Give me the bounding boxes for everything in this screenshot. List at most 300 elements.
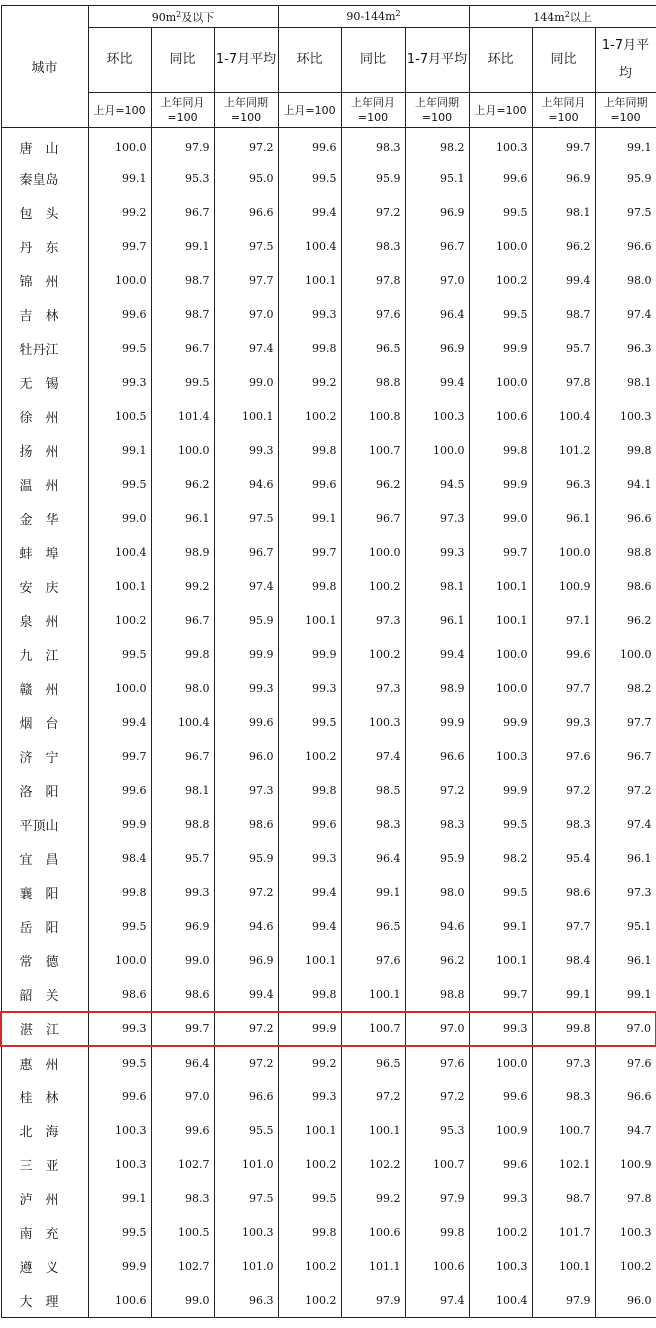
index-value: 99.7 [88,740,151,774]
metric-header: 同比 [151,28,214,93]
index-value: 101.1 [341,1250,405,1284]
index-value: 100.1 [532,1250,595,1284]
city-name: 三 亚 [1,1148,88,1182]
index-value: 99.4 [88,706,151,740]
index-value: 99.7 [469,978,532,1012]
index-value: 97.6 [341,944,405,978]
city-name: 金 华 [1,502,88,536]
city-name: 洛 阳 [1,774,88,808]
index-value: 99.4 [532,264,595,298]
index-value: 102.1 [532,1148,595,1182]
index-value: 96.6 [405,740,469,774]
city-name: 常 德 [1,944,88,978]
index-value: 99.8 [469,434,532,468]
index-value: 100.0 [469,366,532,400]
index-value: 99.2 [88,196,151,230]
index-value: 99.1 [532,978,595,1012]
index-value: 100.3 [88,1148,151,1182]
index-value: 99.6 [532,638,595,672]
metric-header: 1-7月平均 [405,28,469,93]
index-value: 98.3 [341,230,405,264]
index-value: 99.1 [88,162,151,196]
index-value: 99.6 [88,298,151,332]
city-name: 包 头 [1,196,88,230]
index-value: 101.2 [532,434,595,468]
index-value: 99.3 [278,842,341,876]
table-row [1,298,656,332]
index-value: 98.3 [151,1182,214,1216]
index-value: 94.5 [405,468,469,502]
index-value: 99.5 [278,1182,341,1216]
index-value: 100.7 [341,434,405,468]
metric-header: 同比 [341,28,405,93]
table-row [1,1148,656,1182]
index-value: 95.1 [595,910,656,944]
table-row [1,162,656,196]
index-value: 96.9 [405,196,469,230]
index-value: 95.7 [532,332,595,366]
index-value: 99.5 [88,910,151,944]
index-value: 100.2 [595,1250,656,1284]
index-value: 100.1 [341,978,405,1012]
table-row [1,468,656,502]
index-value: 97.9 [405,1182,469,1216]
index-value: 98.1 [405,570,469,604]
index-value: 100.7 [341,1012,405,1046]
city-name: 烟 台 [1,706,88,740]
index-value: 96.7 [214,536,278,570]
index-value: 97.8 [341,264,405,298]
index-value: 99.9 [278,1012,341,1046]
index-value: 99.6 [88,1080,151,1114]
city-name: 大 理 [1,1284,88,1318]
index-value: 97.1 [532,604,595,638]
base-header: 上年同期=100 [595,93,656,128]
index-value: 99.1 [88,434,151,468]
index-value: 99.9 [88,1250,151,1284]
index-value: 98.3 [341,808,405,842]
base-header: 上年同月=100 [532,93,595,128]
index-value: 96.4 [151,1046,214,1080]
index-value: 97.7 [595,706,656,740]
table-row [1,1182,656,1216]
city-name: 唐 山 [1,128,88,162]
index-value: 96.5 [341,332,405,366]
index-value: 95.7 [151,842,214,876]
table-row [1,264,656,298]
index-value: 98.3 [532,1080,595,1114]
index-value: 100.2 [341,638,405,672]
index-value: 97.3 [341,672,405,706]
index-value: 99.9 [405,706,469,740]
index-value: 99.7 [88,230,151,264]
index-value: 95.3 [405,1114,469,1148]
index-value: 96.2 [595,604,656,638]
index-value: 100.1 [214,400,278,434]
index-value: 97.3 [341,604,405,638]
index-value: 94.1 [595,468,656,502]
index-value: 97.2 [214,1012,278,1046]
table-row [1,978,656,1012]
index-value: 99.9 [469,774,532,808]
index-value: 99.8 [278,332,341,366]
index-value: 97.9 [532,1284,595,1318]
index-value: 99.0 [88,502,151,536]
index-value: 96.0 [214,740,278,774]
index-value: 96.5 [341,910,405,944]
city-name: 惠 州 [1,1046,88,1080]
index-value: 100.0 [88,672,151,706]
index-value: 99.4 [278,196,341,230]
city-name: 北 海 [1,1114,88,1148]
index-value: 99.6 [278,808,341,842]
index-value: 99.1 [88,1182,151,1216]
index-value: 100.5 [151,1216,214,1250]
index-value: 96.3 [532,468,595,502]
index-value: 96.6 [595,230,656,264]
index-value: 99.0 [469,502,532,536]
table-row [1,1250,656,1284]
index-value: 100.1 [88,570,151,604]
index-value: 100.2 [278,740,341,774]
index-value: 100.0 [88,264,151,298]
index-value: 100.3 [469,128,532,162]
city-name: 赣 州 [1,672,88,706]
index-value: 97.0 [595,1012,656,1046]
index-value: 97.5 [214,230,278,264]
city-name: 泉 州 [1,604,88,638]
index-value: 100.2 [469,264,532,298]
city-name: 扬 州 [1,434,88,468]
index-value: 99.9 [88,808,151,842]
index-value: 96.1 [595,842,656,876]
index-value: 98.2 [405,128,469,162]
index-value: 96.2 [341,468,405,502]
index-value: 101.0 [214,1250,278,1284]
area-group-header [88,6,278,28]
index-value: 100.2 [278,400,341,434]
index-value: 96.1 [595,944,656,978]
index-value: 96.2 [405,944,469,978]
index-value: 96.1 [151,502,214,536]
index-value: 98.8 [595,536,656,570]
index-value: 100.4 [151,706,214,740]
index-value: 94.6 [405,910,469,944]
index-value: 99.3 [469,1012,532,1046]
index-value: 97.3 [214,774,278,808]
index-value: 96.7 [405,230,469,264]
index-value: 98.6 [214,808,278,842]
index-value: 99.7 [469,536,532,570]
table-row [1,230,656,264]
index-value: 99.8 [595,434,656,468]
index-value: 100.0 [469,1046,532,1080]
index-value: 99.5 [88,468,151,502]
city-name: 无 锡 [1,366,88,400]
index-value: 98.3 [341,128,405,162]
city-name: 济 宁 [1,740,88,774]
city-name: 徐 州 [1,400,88,434]
index-value: 99.8 [151,638,214,672]
city-name: 韶 关 [1,978,88,1012]
index-value: 98.2 [469,842,532,876]
index-value: 100.0 [595,638,656,672]
index-value: 99.2 [278,1046,341,1080]
index-value: 98.2 [595,672,656,706]
index-value: 98.6 [88,978,151,1012]
index-value: 99.6 [278,468,341,502]
index-value: 99.3 [88,1012,151,1046]
index-value: 97.0 [151,1080,214,1114]
index-value: 99.0 [151,1284,214,1318]
index-value: 99.8 [278,1216,341,1250]
index-value: 98.7 [532,1182,595,1216]
index-value: 99.5 [88,1046,151,1080]
index-value: 97.7 [532,910,595,944]
index-value: 100.4 [88,536,151,570]
index-value: 100.9 [532,570,595,604]
index-value: 99.7 [278,536,341,570]
table-row [1,366,656,400]
index-value: 100.3 [469,740,532,774]
index-value: 100.0 [151,434,214,468]
index-value: 99.1 [341,876,405,910]
index-value: 100.0 [88,944,151,978]
index-value: 99.1 [151,230,214,264]
base-header: 上月=100 [278,93,341,128]
index-value: 99.8 [405,1216,469,1250]
index-value: 96.7 [151,740,214,774]
index-value: 101.4 [151,400,214,434]
index-value: 99.8 [278,570,341,604]
index-value: 96.9 [405,332,469,366]
index-value: 100.2 [341,570,405,604]
index-value: 100.2 [278,1148,341,1182]
index-value: 101.7 [532,1216,595,1250]
index-value: 100.2 [278,1250,341,1284]
index-value: 100.2 [469,1216,532,1250]
index-value: 100.3 [88,1114,151,1148]
city-name: 锦 州 [1,264,88,298]
index-value: 96.9 [532,162,595,196]
table-row [1,774,656,808]
index-value: 99.1 [278,502,341,536]
index-value: 97.6 [405,1046,469,1080]
index-value: 97.8 [532,366,595,400]
index-value: 99.3 [214,672,278,706]
index-value: 96.6 [214,1080,278,1114]
index-value: 97.3 [405,502,469,536]
index-value: 100.2 [88,604,151,638]
index-value: 97.2 [214,1046,278,1080]
index-value: 98.8 [151,808,214,842]
city-name: 秦皇岛 [1,162,88,196]
area-group-sup: 2 [395,9,401,18]
city-name: 九 江 [1,638,88,672]
index-value: 99.6 [214,706,278,740]
index-value: 100.3 [341,706,405,740]
index-value: 99.3 [151,876,214,910]
index-value: 100.6 [405,1250,469,1284]
table-row [1,1114,656,1148]
index-value: 95.9 [405,842,469,876]
table-row [1,604,656,638]
index-value: 100.1 [469,604,532,638]
index-value: 100.1 [278,1114,341,1148]
index-value: 100.2 [278,1284,341,1318]
index-value: 96.5 [341,1046,405,1080]
index-value: 99.9 [278,638,341,672]
index-value: 96.7 [151,332,214,366]
index-value: 100.1 [341,1114,405,1148]
index-value: 99.6 [469,1080,532,1114]
city-name: 丹 东 [1,230,88,264]
index-value: 97.0 [405,264,469,298]
index-value: 96.0 [595,1284,656,1318]
index-value: 100.0 [532,536,595,570]
index-value: 99.2 [341,1182,405,1216]
index-value: 99.1 [469,910,532,944]
index-value: 98.6 [532,876,595,910]
index-value: 99.9 [469,332,532,366]
index-value: 97.2 [214,128,278,162]
index-value: 97.0 [214,298,278,332]
index-value: 95.5 [214,1114,278,1148]
index-value: 95.0 [214,162,278,196]
index-value: 98.4 [88,842,151,876]
index-value: 97.6 [595,1046,656,1080]
index-value: 99.4 [214,978,278,1012]
index-value: 96.3 [595,332,656,366]
city-name: 温 州 [1,468,88,502]
metric-header: 环比 [88,28,151,93]
index-value: 99.3 [278,1080,341,1114]
index-value: 96.7 [151,196,214,230]
index-value: 99.8 [278,434,341,468]
index-value: 99.4 [405,366,469,400]
city-name: 襄 阳 [1,876,88,910]
table-row [1,332,656,366]
city-name: 遵 义 [1,1250,88,1284]
index-value: 97.5 [214,502,278,536]
index-value: 97.5 [595,196,656,230]
table-row [1,400,656,434]
city-column-header: 城市 [1,6,88,128]
index-value: 97.2 [595,774,656,808]
index-value: 102.7 [151,1250,214,1284]
index-value: 100.9 [469,1114,532,1148]
index-value: 98.7 [151,298,214,332]
index-value: 99.9 [214,638,278,672]
index-value: 100.0 [469,638,532,672]
city-name: 平顶山 [1,808,88,842]
index-value: 100.0 [88,128,151,162]
area-group-header [469,6,656,28]
index-value: 101.0 [214,1148,278,1182]
index-value: 99.6 [278,128,341,162]
index-value: 97.4 [214,332,278,366]
index-value: 99.9 [469,706,532,740]
base-header: 上月=100 [88,93,151,128]
index-value: 95.9 [341,162,405,196]
city-name: 桂 林 [1,1080,88,1114]
index-value: 97.7 [532,672,595,706]
index-value: 95.9 [214,842,278,876]
index-value: 99.5 [278,162,341,196]
index-value: 99.0 [151,944,214,978]
index-value: 99.8 [278,978,341,1012]
index-value: 96.6 [214,196,278,230]
index-value: 100.9 [595,1148,656,1182]
area-group-sup: 2 [564,9,570,19]
index-value: 99.6 [151,1114,214,1148]
index-value: 98.7 [151,264,214,298]
index-value: 94.7 [595,1114,656,1148]
index-value: 98.9 [405,672,469,706]
index-value: 100.6 [88,1284,151,1318]
index-value: 97.6 [532,740,595,774]
index-value: 100.3 [214,1216,278,1250]
index-value: 97.3 [595,876,656,910]
index-value: 99.1 [595,978,656,1012]
area-group-header [278,6,469,28]
index-value: 99.7 [151,1012,214,1046]
index-value: 100.1 [278,604,341,638]
index-value: 99.1 [595,128,656,162]
index-value: 96.1 [532,502,595,536]
index-value: 99.4 [278,876,341,910]
index-value: 98.0 [405,876,469,910]
city-name: 湛 江 [1,1012,88,1046]
index-value: 100.3 [469,1250,532,1284]
table-row [1,842,656,876]
index-value: 94.6 [214,910,278,944]
index-value: 99.4 [405,638,469,672]
index-value: 97.4 [214,570,278,604]
base-header: 上年同月=100 [151,93,214,128]
index-value: 96.9 [214,944,278,978]
index-value: 98.1 [532,196,595,230]
table-row [1,536,656,570]
index-value: 98.9 [151,536,214,570]
table-row [1,876,656,910]
index-value: 98.6 [151,978,214,1012]
table-row [1,570,656,604]
index-value: 96.9 [151,910,214,944]
index-value: 98.6 [595,570,656,604]
index-value: 98.5 [341,774,405,808]
base-header: 上年同期=100 [405,93,469,128]
index-value: 99.3 [88,366,151,400]
index-value: 96.7 [341,502,405,536]
index-value: 97.0 [405,1012,469,1046]
area-group-pre: 90m [151,10,177,24]
index-value: 99.3 [278,672,341,706]
index-value: 100.0 [469,230,532,264]
index-value: 99.3 [278,298,341,332]
index-value: 99.3 [214,434,278,468]
index-value: 96.2 [151,468,214,502]
index-value: 97.9 [341,1284,405,1318]
index-value: 97.8 [595,1182,656,1216]
index-value: 99.5 [469,298,532,332]
index-value: 97.2 [405,774,469,808]
area-group-sup: 2 [176,9,182,19]
table-row [1,196,656,230]
index-value: 98.8 [341,366,405,400]
index-value: 94.6 [214,468,278,502]
city-name: 蚌 埠 [1,536,88,570]
